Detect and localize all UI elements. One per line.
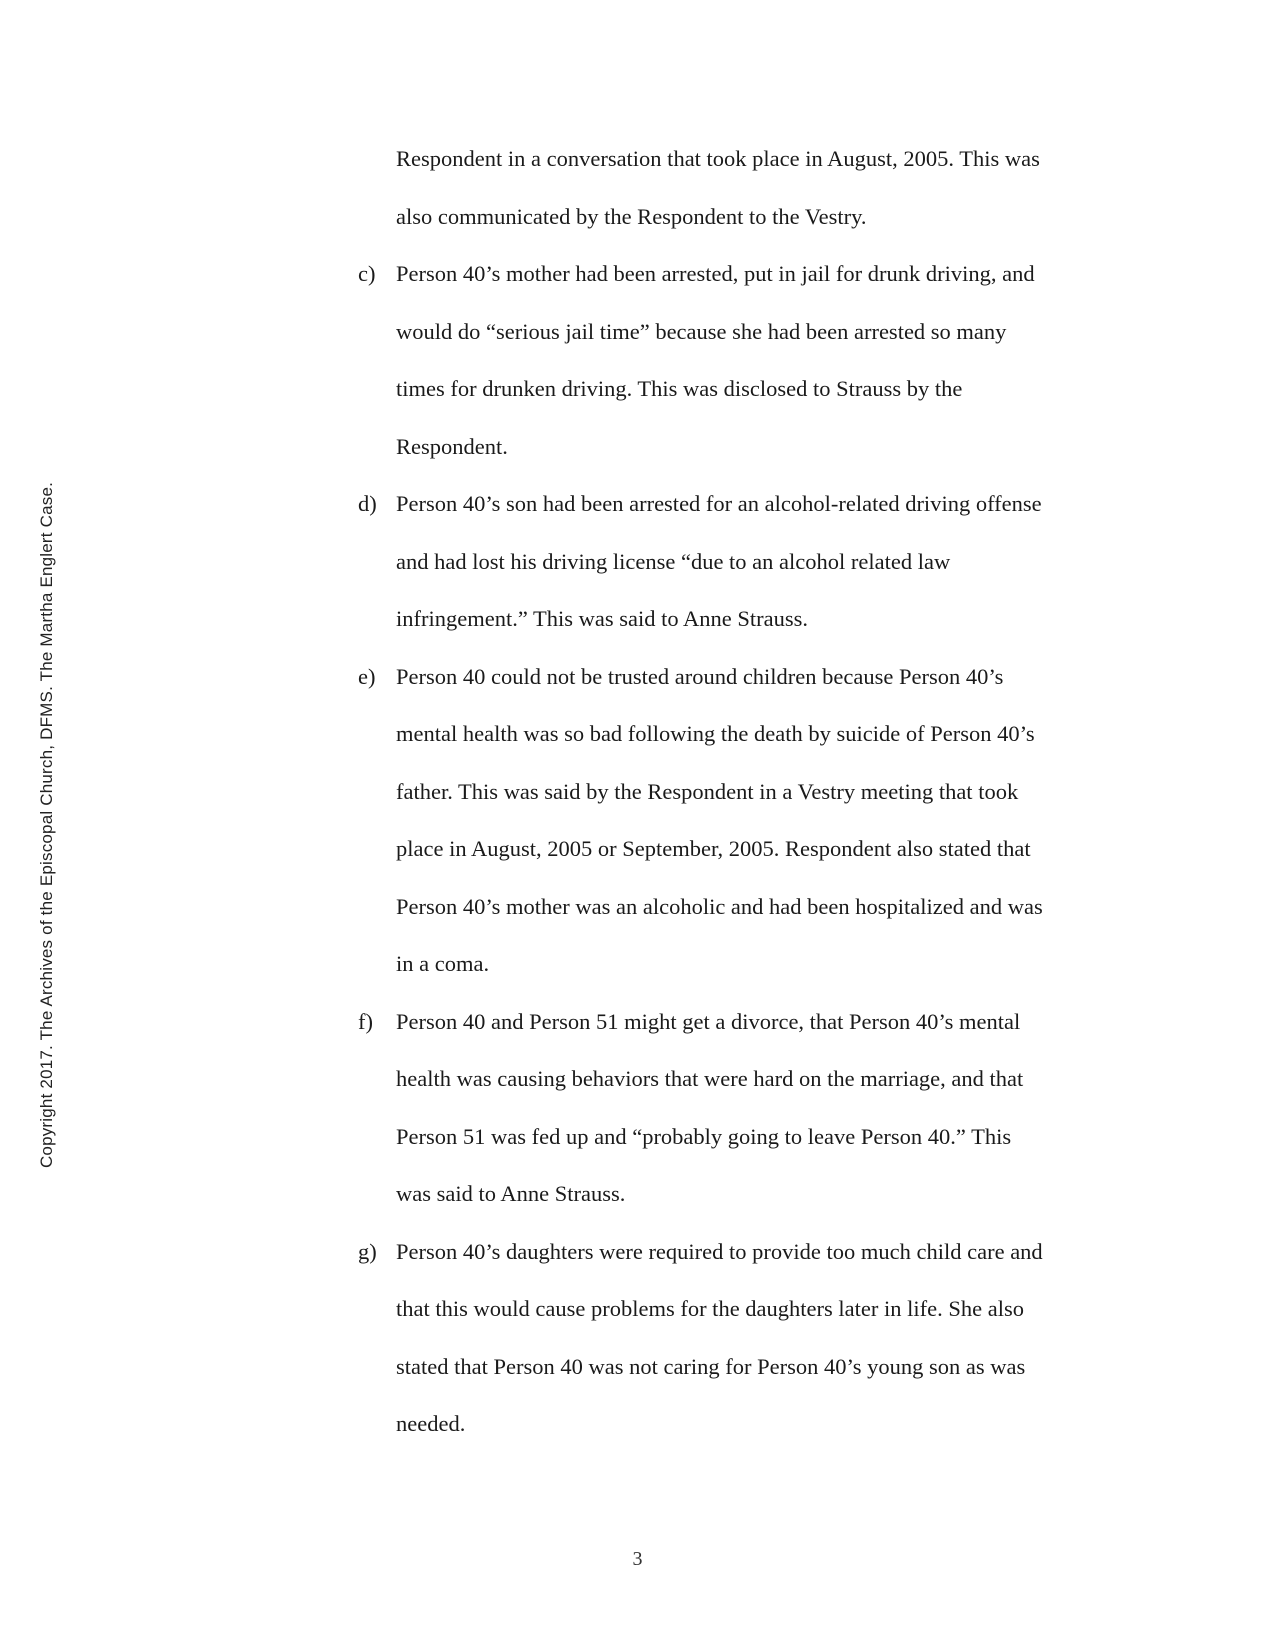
- list-item-text: mental health was so bad following the death by suicide of Person 40’s: [396, 721, 1035, 746]
- text-line: [358, 195, 1148, 253]
- text-line: [358, 425, 1148, 483]
- list-item-text: times for drunken driving. This was disclosed to Strauss by the: [396, 376, 963, 401]
- list-item-marker: g): [358, 1238, 377, 1264]
- text-line: [358, 770, 1148, 828]
- text-line: [358, 137, 1148, 195]
- list-item-text: stated that Person 40 was not caring for Person 40’s young son as was: [396, 1353, 1026, 1379]
- list-item-text: father. This was said by the Respondent in a Vestry meeting that took: [396, 778, 1019, 804]
- list-item-text: and had lost his driving license “due to an alcohol related law: [396, 548, 951, 574]
- list-item-text: Person 40 and Person 51 might get a divorce, that Person 40’s mental: [396, 1008, 1021, 1034]
- text-line: [358, 1057, 1148, 1115]
- list-item-marker: f): [358, 1008, 373, 1034]
- list-item-text: that this would cause problems for the daughters later in life. She also: [396, 1296, 1024, 1321]
- page-number: 3: [632, 1548, 643, 1570]
- text-line: [358, 712, 1148, 770]
- text-line: [358, 310, 1148, 368]
- list-item-text: infringement.” This was said to Anne Strauss.: [396, 606, 809, 631]
- text-line: [358, 597, 1148, 655]
- text-line: [358, 482, 1148, 540]
- list-item-text: was said to Anne Strauss.: [396, 1181, 626, 1206]
- text-line: [358, 252, 1148, 310]
- list-item-text: Person 51 was fed up and “probably going to leave Person 40.” This: [396, 1123, 1012, 1149]
- text-line: [358, 1115, 1148, 1173]
- list-item-text: Person 40 could not be trusted around children because Person 40’s: [396, 663, 1004, 689]
- text-line: [358, 655, 1148, 713]
- list-item-text: Person 40’s mother was an alcoholic and had been hospitalized and was: [396, 893, 1043, 919]
- list-item-text: also communicated by the Respondent to the Vestry.: [396, 203, 867, 229]
- list-item-text: Person 40’s mother had been arrested, put in jail for drunk driving, and: [396, 261, 1035, 286]
- text-line: [358, 1230, 1148, 1288]
- list-item-text: needed.: [396, 1411, 466, 1436]
- list-item-text: Person 40’s son had been arrested for an alcohol-related driving offense: [396, 491, 1042, 516]
- text-line: [358, 540, 1148, 598]
- list-item-text: health was causing behaviors that were hard on the marriage, and that: [396, 1066, 1024, 1091]
- text-line: [358, 827, 1148, 885]
- list-item-text: in a coma.: [396, 951, 490, 976]
- list-item-text: Person 40’s daughters were required to provide too much child care and: [396, 1238, 1043, 1264]
- text-line: [358, 1172, 1148, 1230]
- text-line: [358, 1000, 1148, 1058]
- list-item-marker: c): [358, 261, 376, 286]
- copyright-notice: Copyright 2017. The Archives of the Episcopal Church, DFMS. The Martha Englert Case.: [37, 481, 56, 1169]
- list-item-text: Respondent in a conversation that took place in August, 2005. This was: [396, 146, 1040, 171]
- list-item-text: place in August, 2005 or September, 2005. Respondent also stated that: [396, 836, 1031, 861]
- text-line: [358, 1345, 1148, 1403]
- text-line: [358, 942, 1148, 1000]
- text-line: [358, 885, 1148, 943]
- text-line: [358, 1402, 1148, 1460]
- list-item-marker: d): [358, 491, 377, 516]
- list-item-text: would do “serious jail time” because she had been arrested so many: [396, 318, 1007, 344]
- list-item-text: Respondent.: [396, 433, 508, 459]
- text-line: [358, 367, 1148, 425]
- document-body: [358, 137, 1148, 1460]
- text-line: [358, 1287, 1148, 1345]
- list-item-marker: e): [358, 663, 376, 689]
